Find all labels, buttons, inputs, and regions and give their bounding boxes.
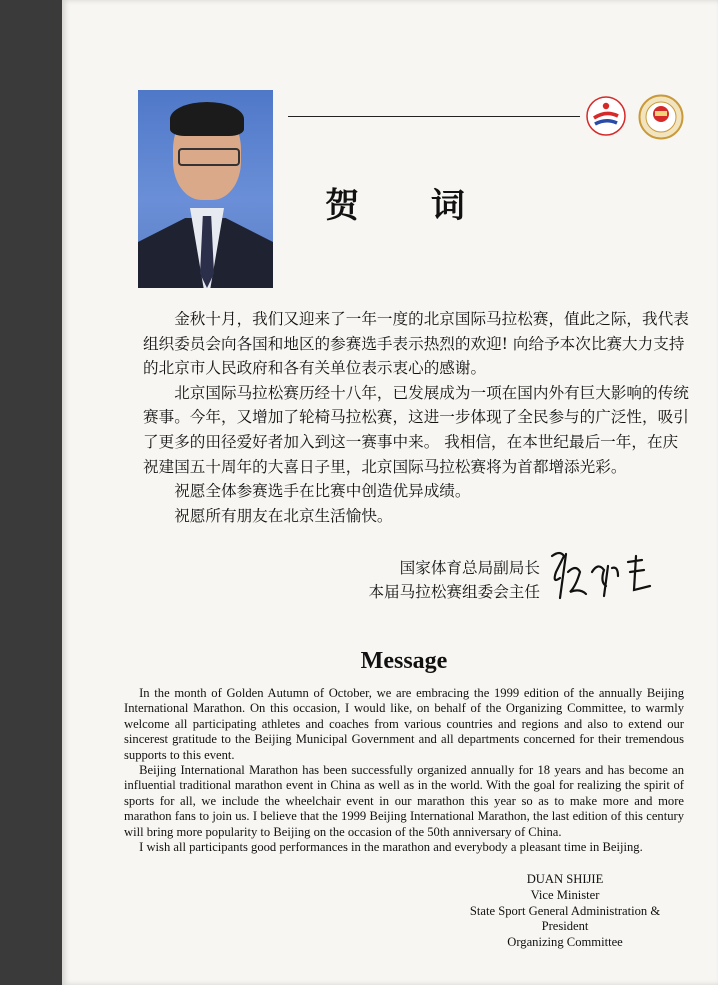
page-title-english: Message [360, 648, 448, 674]
paragraph: 祝愿所有朋友在北京生活愉快。 [174, 506, 393, 525]
sports-administration-seal-icon [638, 94, 684, 140]
signatory-role: President [541, 919, 589, 934]
paragraph: I wish all participants good performances in the marathon and everybody a pleasant time in Beijing. [139, 840, 643, 855]
portrait-photo [138, 90, 273, 288]
signatory-title: Vice Minister [530, 887, 600, 902]
paragraph: 祝愿全体参赛选手在比赛中创造优异成绩。 [174, 482, 471, 501]
signatory-role: 本届马拉松赛组委会主任 [368, 583, 540, 601]
signatory-organization: State Sport General Administration & [469, 903, 661, 918]
paragraph: Beijing International Marathon has been successfully organized annually for 18 years and has become an influential traditional marathon event in China as well as in the world. With the goal for realizing the spirit of sports for all, we include the wheelchair event in our marathon this year so as to make more and more marathon fans to join us. I believe that the 1999 Beijing International Marathon, the last edition of this century will bring more popularity to Beijing on the occasion of the 50th anniversary of China. [124, 763, 684, 839]
header-divider [288, 116, 580, 117]
chinese-signature-block [350, 556, 540, 604]
signatory-name: DUAN SHIJIE [526, 872, 604, 886]
marathon-emblem-icon [586, 96, 626, 136]
signatory-committee: Organizing Committee [507, 935, 623, 950]
paragraph: 金秋十月，我们又迎来了一年一度的北京国际马拉松赛，值此之际，我代表组织委员会向各国和地区的参赛选手表示热烈的欢迎! 向给予本次比赛大力支持的北京市人民政府和各有关单位表示衷心的感谢。 [143, 310, 689, 378]
page-title-chinese: 贺 词 [325, 186, 495, 226]
chinese-message-body [143, 307, 691, 528]
paragraph: In the month of Golden Autumn of October, we are embracing the 1999 edition of the annually Beijing International Marathon. On this occasion, I would like, on behalf of the Organizing Committee, to warmly welcome all participating athletes and coaches from various countries and regions and also to extend our sincerest gratitude to the Beijing Municipal Government and all departments concerned for their tremendous supports to this event. [124, 686, 684, 762]
signatory-title: 国家体育总局副局长 [399, 559, 540, 577]
english-message-body [124, 686, 684, 855]
english-signature-block [440, 872, 690, 951]
handwritten-signature [546, 542, 656, 612]
paragraph: 北京国际马拉松赛历经十八年，已发展成为一项在国内外有巨大影响的传统赛事。今年，又增加了轮椅马拉松赛，这进一步体现了全民参与的广泛性，吸引了更多的田径爱好者加入到这一赛事中来。 我相信，在本世纪最后一年，在庆祝建国五十周年的大喜日子里，北京国际马拉松赛将为首都增添光彩。 [143, 383, 689, 476]
